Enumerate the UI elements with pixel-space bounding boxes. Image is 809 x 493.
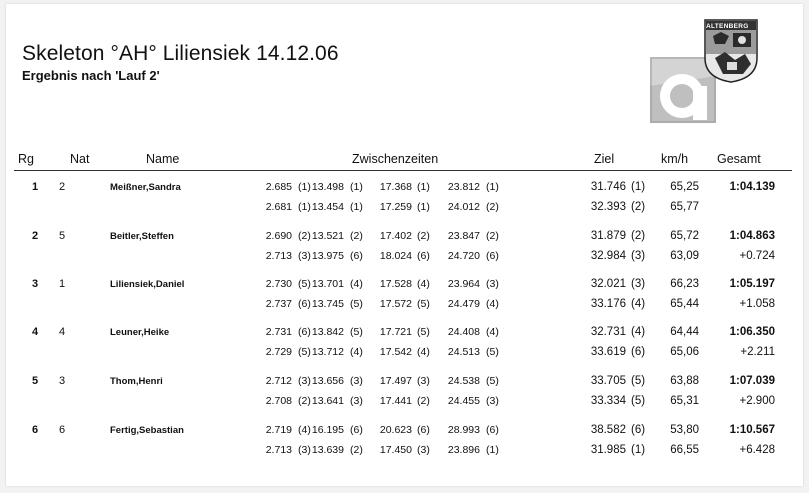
finish-rank: (5) xyxy=(631,395,646,407)
split-1-rank: (3) xyxy=(298,250,311,262)
speed-kmh: 63,88 xyxy=(670,375,699,387)
result-nat: 1 xyxy=(59,278,66,290)
split-4-rank: (5) xyxy=(486,375,499,387)
split-4-time: 24.479 xyxy=(447,298,480,310)
split-2-rank: (5) xyxy=(350,326,363,338)
split-1-time: 2.731 xyxy=(265,326,292,338)
result-sheet xyxy=(6,4,803,486)
split-4-rank: (3) xyxy=(486,395,499,407)
split-1-rank: (2) xyxy=(298,395,311,407)
split-3-time: 17.368 xyxy=(379,181,412,193)
finish-rank: (3) xyxy=(631,250,646,262)
split-3-rank: (4) xyxy=(417,278,430,290)
split-2-time: 13.454 xyxy=(311,201,344,213)
split-3-rank: (3) xyxy=(417,375,430,387)
split-4-time: 28.993 xyxy=(447,424,480,436)
split-3-time: 17.259 xyxy=(379,201,412,213)
split-1-rank: (4) xyxy=(298,424,311,436)
time-behind: +1.058 xyxy=(739,298,775,310)
split-2-time: 13.521 xyxy=(311,230,344,242)
split-2-rank: (2) xyxy=(350,444,363,456)
finish-time: 32.021 xyxy=(590,278,626,290)
split-3-rank: (3) xyxy=(417,444,430,456)
speed-kmh: 63,09 xyxy=(670,250,699,262)
column-header-splits: Zwischenzeiten xyxy=(352,152,439,166)
header-divider xyxy=(14,170,792,171)
column-header-name: Name xyxy=(146,152,180,166)
total-time: 1:04.139 xyxy=(729,181,775,193)
finish-time: 38.582 xyxy=(590,424,626,436)
result-name: Meißner,Sandra xyxy=(110,182,181,193)
split-2-time: 13.842 xyxy=(311,326,344,338)
speed-kmh: 64,44 xyxy=(670,326,699,338)
finish-rank: (4) xyxy=(631,298,646,310)
time-behind: +0.724 xyxy=(739,250,775,262)
time-behind: +2.900 xyxy=(739,395,775,407)
split-2-rank: (1) xyxy=(350,201,363,213)
total-time: 1:04.863 xyxy=(729,230,775,242)
split-3-time: 17.528 xyxy=(379,278,412,290)
page-subtitle: Ergebnis nach 'Lauf 2' xyxy=(22,68,160,83)
result-nat: 6 xyxy=(59,424,66,436)
finish-rank: (2) xyxy=(631,201,646,213)
split-2-time: 13.498 xyxy=(311,181,344,193)
split-3-rank: (6) xyxy=(417,424,430,436)
split-1-rank: (1) xyxy=(298,201,311,213)
total-time: 1:05.197 xyxy=(729,278,775,290)
finish-time: 33.705 xyxy=(590,375,626,387)
split-4-rank: (4) xyxy=(486,326,499,338)
split-2-time: 13.641 xyxy=(311,395,344,407)
speed-kmh: 65,44 xyxy=(670,298,699,310)
split-1-time: 2.708 xyxy=(265,395,292,407)
result-rank: 2 xyxy=(32,230,39,242)
split-4-rank: (1) xyxy=(486,181,499,193)
split-1-time: 2.712 xyxy=(265,375,292,387)
speed-kmh: 65,06 xyxy=(670,346,699,358)
split-3-rank: (6) xyxy=(417,250,430,262)
split-1-rank: (5) xyxy=(298,346,311,358)
speed-kmh: 65,77 xyxy=(670,201,699,213)
result-name: Fertig,Sebastian xyxy=(110,425,184,436)
time-behind: +2.211 xyxy=(740,346,775,358)
split-3-rank: (2) xyxy=(417,395,430,407)
split-2-time: 16.195 xyxy=(311,424,344,436)
split-2-rank: (6) xyxy=(350,250,363,262)
result-name: Thom,Henri xyxy=(110,376,163,387)
finish-time: 32.393 xyxy=(590,201,626,213)
split-1-time: 2.729 xyxy=(265,346,292,358)
split-4-time: 24.513 xyxy=(447,346,480,358)
finish-time: 33.176 xyxy=(590,298,626,310)
split-4-rank: (2) xyxy=(486,230,499,242)
split-2-time: 13.701 xyxy=(311,278,344,290)
finish-rank: (6) xyxy=(631,424,646,436)
split-1-time: 2.690 xyxy=(265,230,292,242)
total-time: 1:10.567 xyxy=(729,424,775,436)
split-4-rank: (6) xyxy=(486,250,499,262)
split-1-time: 2.737 xyxy=(265,298,292,310)
split-2-rank: (2) xyxy=(350,230,363,242)
result-nat: 2 xyxy=(59,181,66,193)
total-time: 1:06.350 xyxy=(729,326,775,338)
result-nat: 5 xyxy=(59,230,66,242)
finish-rank: (1) xyxy=(631,181,646,193)
split-4-time: 24.720 xyxy=(447,250,480,262)
speed-kmh: 65,72 xyxy=(670,230,699,242)
split-2-time: 13.745 xyxy=(311,298,344,310)
finish-time: 33.334 xyxy=(590,395,626,407)
split-2-time: 13.975 xyxy=(311,250,344,262)
split-2-time: 13.639 xyxy=(311,444,344,456)
split-1-rank: (6) xyxy=(298,326,311,338)
result-rank: 3 xyxy=(32,278,39,290)
finish-time: 31.879 xyxy=(590,230,626,242)
split-3-rank: (4) xyxy=(417,346,430,358)
split-2-rank: (4) xyxy=(350,278,363,290)
time-behind: +6.428 xyxy=(739,444,775,456)
split-2-rank: (3) xyxy=(350,395,363,407)
split-3-rank: (2) xyxy=(417,230,430,242)
result-name: Liliensiek,Daniel xyxy=(110,279,185,290)
split-1-time: 2.713 xyxy=(265,250,292,262)
split-2-rank: (5) xyxy=(350,298,363,310)
result-nat: 3 xyxy=(59,375,66,387)
split-3-rank: (5) xyxy=(417,298,430,310)
result-rank: 1 xyxy=(32,181,39,193)
finish-rank: (4) xyxy=(631,326,646,338)
finish-rank: (2) xyxy=(631,230,646,242)
result-rank: 4 xyxy=(32,326,39,338)
split-1-rank: (3) xyxy=(298,444,311,456)
split-3-rank: (1) xyxy=(417,201,430,213)
split-2-rank: (4) xyxy=(350,346,363,358)
split-3-time: 17.450 xyxy=(379,444,412,456)
split-2-time: 13.712 xyxy=(311,346,344,358)
split-4-time: 23.896 xyxy=(447,444,480,456)
split-3-time: 17.542 xyxy=(379,346,412,358)
finish-rank: (1) xyxy=(631,444,646,456)
speed-kmh: 65,31 xyxy=(670,395,699,407)
split-4-rank: (4) xyxy=(486,298,499,310)
split-4-rank: (5) xyxy=(486,346,499,358)
result-name: Leuner,Heike xyxy=(110,327,170,338)
split-4-time: 24.455 xyxy=(447,395,480,407)
split-2-rank: (3) xyxy=(350,375,363,387)
split-1-time: 2.730 xyxy=(265,278,292,290)
split-4-rank: (1) xyxy=(486,444,499,456)
finish-time: 32.731 xyxy=(590,326,626,338)
split-3-time: 20.623 xyxy=(379,424,412,436)
result-rank: 6 xyxy=(32,424,39,436)
split-3-time: 18.024 xyxy=(379,250,412,262)
speed-kmh: 66,55 xyxy=(670,444,699,456)
finish-rank: (5) xyxy=(631,375,646,387)
column-header-gesamt: Gesamt xyxy=(717,152,761,166)
split-1-rank: (1) xyxy=(298,181,311,193)
split-1-rank: (5) xyxy=(298,278,311,290)
finish-rank: (6) xyxy=(631,346,646,358)
finish-time: 32.984 xyxy=(590,250,626,262)
column-header-nat: Nat xyxy=(70,152,90,166)
split-3-time: 17.497 xyxy=(379,375,412,387)
split-3-rank: (1) xyxy=(417,181,430,193)
speed-kmh: 65,25 xyxy=(670,181,699,193)
finish-time: 31.746 xyxy=(590,181,626,193)
page-title: Skeleton °AH° Liliensiek 14.12.06 xyxy=(22,42,339,65)
split-1-time: 2.713 xyxy=(265,444,292,456)
split-1-rank: (6) xyxy=(298,298,311,310)
result-rank: 5 xyxy=(32,375,39,387)
split-2-rank: (1) xyxy=(350,181,363,193)
split-1-time: 2.719 xyxy=(265,424,292,436)
split-3-time: 17.721 xyxy=(379,326,412,338)
speed-kmh: 66,23 xyxy=(670,278,699,290)
split-3-rank: (5) xyxy=(417,326,430,338)
split-1-time: 2.681 xyxy=(265,201,292,213)
result-name: Beitler,Steffen xyxy=(110,231,174,242)
finish-time: 31.985 xyxy=(590,444,626,456)
split-4-rank: (6) xyxy=(486,424,499,436)
speed-kmh: 53,80 xyxy=(670,424,699,436)
result-nat: 4 xyxy=(59,326,66,338)
split-4-time: 24.538 xyxy=(447,375,480,387)
column-header-ziel: Ziel xyxy=(594,152,615,166)
split-2-rank: (6) xyxy=(350,424,363,436)
crest-label: ALTENBERG xyxy=(706,23,749,30)
split-4-time: 23.812 xyxy=(447,181,480,193)
column-header-kmh: km/h xyxy=(661,152,689,166)
split-1-time: 2.685 xyxy=(265,181,292,193)
split-3-time: 17.441 xyxy=(379,395,412,407)
split-3-time: 17.402 xyxy=(379,230,412,242)
column-header-rg: Rg xyxy=(18,152,34,166)
split-4-time: 23.847 xyxy=(447,230,480,242)
split-4-time: 24.408 xyxy=(447,326,480,338)
finish-time: 33.619 xyxy=(590,346,626,358)
finish-rank: (3) xyxy=(631,278,646,290)
split-1-rank: (3) xyxy=(298,375,311,387)
split-4-rank: (2) xyxy=(486,201,499,213)
split-4-time: 23.964 xyxy=(447,278,480,290)
split-3-time: 17.572 xyxy=(379,298,412,310)
split-4-time: 24.012 xyxy=(447,201,480,213)
split-4-rank: (3) xyxy=(486,278,499,290)
total-time: 1:07.039 xyxy=(729,375,775,387)
split-1-rank: (2) xyxy=(298,230,311,242)
split-2-time: 13.656 xyxy=(311,375,344,387)
